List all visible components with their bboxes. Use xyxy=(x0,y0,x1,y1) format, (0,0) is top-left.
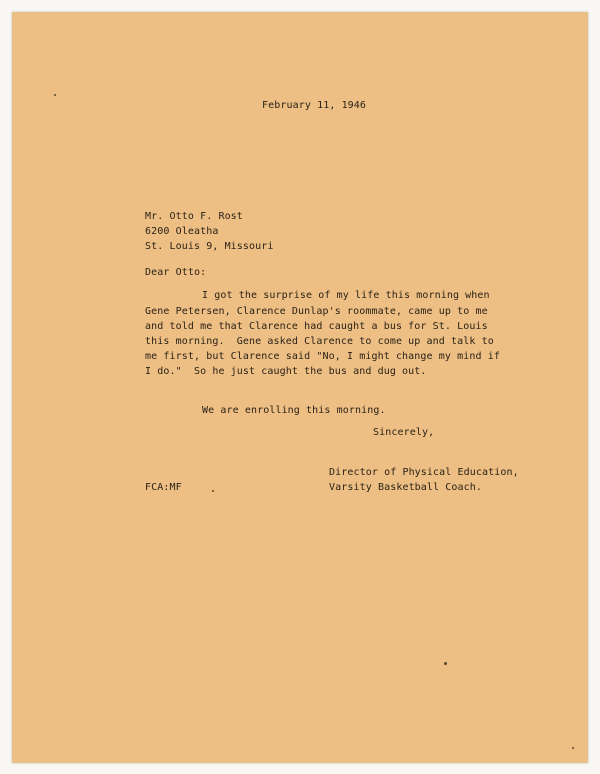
paper-speck xyxy=(444,662,447,665)
closing-note: We are enrolling this morning. xyxy=(202,405,386,416)
signoff: Sincerely, xyxy=(373,427,435,438)
body-line: I got the surprise of my life this morning when xyxy=(202,290,490,301)
address-line-name: Mr. Otto F. Rost xyxy=(145,211,243,222)
letter-paper xyxy=(12,12,588,763)
body-line: this morning. Gene asked Clarence to come up and talk to xyxy=(145,336,494,347)
body-line: I do." So he just caught the bus and dug out. xyxy=(145,366,427,377)
body-line: Gene Petersen, Clarence Dunlap's roommate, came up to me xyxy=(145,306,488,317)
salutation: Dear Otto: xyxy=(145,267,207,278)
paper-speck xyxy=(54,94,56,96)
signature-title-line: Director of Physical Education, xyxy=(329,467,519,478)
signature-title-line: Varsity Basketball Coach. xyxy=(329,482,483,493)
body-line: and told me that Clarence had caught a bus for St. Louis xyxy=(145,321,488,332)
address-line-street: 6200 Oleatha xyxy=(145,226,219,237)
paper-speck xyxy=(572,747,574,749)
typist-initials: FCA:MF xyxy=(145,482,182,493)
address-line-city: St. Louis 9, Missouri xyxy=(145,241,274,252)
letter-date: February 11, 1946 xyxy=(262,100,367,111)
body-line: me first, but Clarence said "No, I might change my mind if xyxy=(145,351,500,362)
paper-speck xyxy=(212,490,214,492)
